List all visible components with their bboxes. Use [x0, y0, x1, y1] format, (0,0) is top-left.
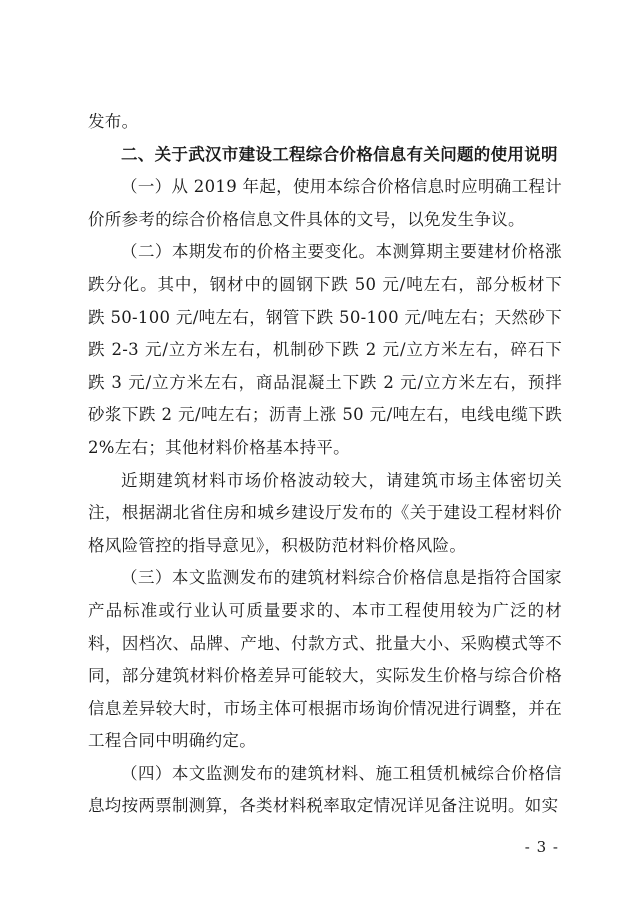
body-text — [88, 106, 562, 823]
page-number: - 3 - — [524, 838, 559, 856]
paragraph-item-4: （四）本文监测发布的建筑材料、施工租赁机械综合价格信息均按两票制测算，各类材料税率取定情况详见备注说明。如实 — [88, 763, 562, 816]
paragraph-item-2: （二）本期发布的价格主要变化。本测算期主要建材价格涨跌分化。其中，钢材中的圆钢下跌 50 元/吨左右，部分板材下跌 50-100 元/吨左右，钢管下跌 50-100 元/吨左右；天然砂下跌 2-3 元/立方米左右，机制砂下跌 2 元/立方米左右，碎石下跌 3 元/立方米左右，商品混凝土下跌 2 元/立方米左右，预拌砂浆下跌 2 元/吨左右；沥青上涨 50 元/吨左右，电线电缆下跌 2%左右；其他材料价格基本持平。 — [88, 242, 562, 457]
paragraph-item-3: （三）本文监测发布的建筑材料综合价格信息是指符合国家产品标准或行业认可质量要求的、本市工程使用较为广泛的材料，因档次、品牌、产地、付款方式、批量大小、采购模式等不同，部分建筑材料价格差异可能较大，实际发生价格与综合价格信息差异较大时，市场主体可根据市场询价情况进行调整，并在工程合同中明确约定。 — [88, 568, 562, 751]
section-heading: 二、关于武汉市建设工程综合价格信息有关问题的使用说明 — [121, 144, 558, 164]
paragraph-market-notice: 近期建筑材料市场价格波动较大，请建筑市场主体密切关注，根据湖北省住房和城乡建设厅发布的《关于建设工程材料价格风险管控的指导意见》，积极防范材料价格风险。 — [88, 470, 562, 555]
paragraph-continuation: 发布。 — [88, 112, 139, 131]
paragraph-item-1: （一）从 2019 年起，使用本综合价格信息时应明确工程计价所参考的综合价格信息文件具体的文号，以免发生争议。 — [88, 177, 562, 229]
